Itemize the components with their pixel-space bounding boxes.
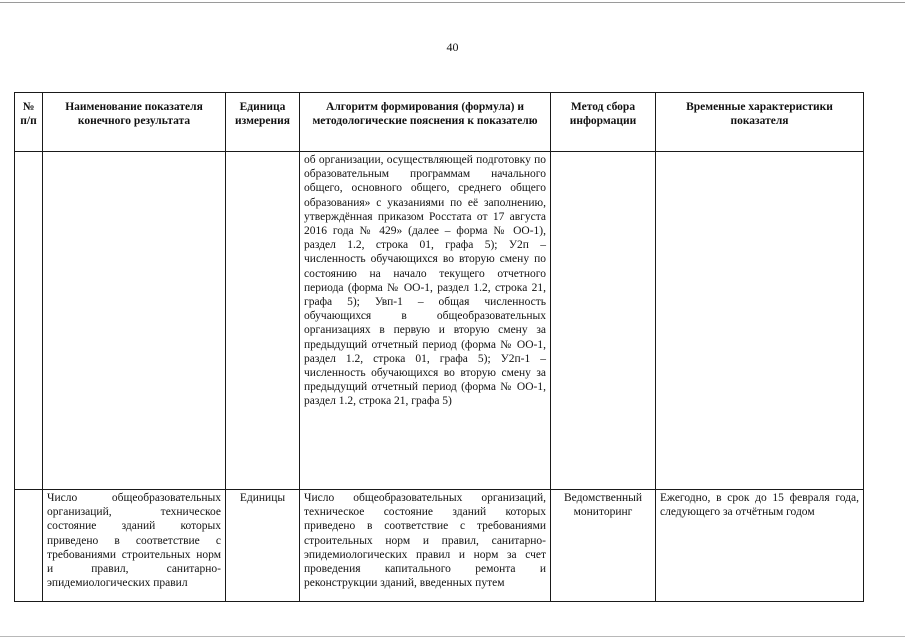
scan-edge-bottom xyxy=(0,636,905,637)
header-number: № п/п xyxy=(15,93,43,152)
scan-edge-top xyxy=(0,2,905,3)
header-indicator-name: Наименование показателя конечного результата xyxy=(43,93,226,152)
table-row xyxy=(15,490,864,602)
table-row xyxy=(15,152,864,490)
cell-collection-method: Ведомственный мониторинг xyxy=(551,490,656,602)
cell-number xyxy=(15,490,43,602)
indicator-table xyxy=(14,92,864,602)
cell-number xyxy=(15,152,43,490)
cell-algorithm: Число общеобразовательных организаций, техническое состояние зданий которых приведено в соответствие с требованиями строительных норм и правил, санитарно-эпидемиологических правил и норм за счет проведения капитального ремонта и реконструкции зданий, введенных путем xyxy=(300,490,551,602)
cell-timing: Ежегодно, в срок до 15 февраля года, следующего за отчётным годом xyxy=(656,490,864,602)
header-timing: Временные характеристики показателя xyxy=(656,93,864,152)
header-collection-method: Метод сбора информации xyxy=(551,93,656,152)
cell-timing xyxy=(656,152,864,490)
cell-indicator-name xyxy=(43,152,226,490)
cell-collection-method xyxy=(551,152,656,490)
table-header-row xyxy=(15,93,864,152)
cell-unit xyxy=(226,152,300,490)
cell-indicator-name: Число общеобразовательных организаций, техническое состояние зданий которых приведено в соответствие с требованиями строительных норм и правил, санитарно-эпидемиологических правил xyxy=(43,490,226,602)
page-number: 40 xyxy=(446,40,459,54)
header-algorithm: Алгоритм формирования (формула) и методологические пояснения к показателю xyxy=(300,93,551,152)
cell-unit: Единицы xyxy=(226,490,300,602)
cell-algorithm: об организации, осуществляющей подготовку по образовательным программам начального общего, основного общего, среднего общего образования» с указаниями по её заполнению, утверждённая приказом Росстата от 17 августа 2016 года № 429» (далее – форма № ОО-1), раздел 1.2, строка 01, графа 5); У2п – численность обучающихся во вторую смену по состоянию на начало текущего отчетного периода (форма № ОО-1, раздел 1.2, строка 21, графа 5); Увп-1 – общая численность обучающихся в общеобразовательных организациях в первую и вторую смену за предыдущий отчетный период (форма № ОО-1, раздел 1.2, строка 01, графа 5); У2п-1 – численность обучающихся во вторую смену за предыдущий отчетный период (форма № ОО-1, раздел 1.2, строка 21, графа 5) xyxy=(300,152,551,490)
header-unit: Единица измерения xyxy=(226,93,300,152)
